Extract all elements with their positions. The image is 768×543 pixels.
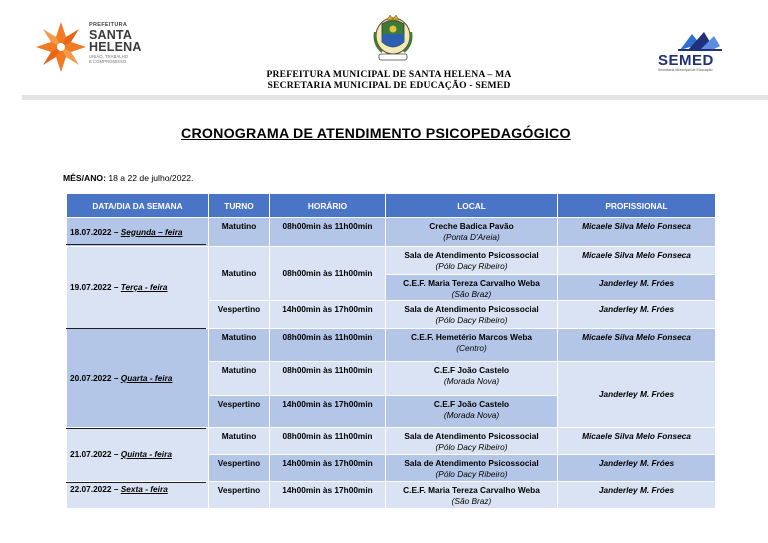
date-value: 21.07.2022 — [70, 449, 112, 460]
header-secretariat: SECRETARIA MUNICIPAL DE EDUCAÇÃO - SEMED — [267, 80, 511, 91]
turno-cell: Matutino — [209, 247, 270, 301]
brand-small-label: PREFEITURA — [89, 22, 128, 28]
turno-cell: Matutino — [209, 218, 270, 247]
date-separator: – — [111, 484, 121, 494]
brand-line1: SANTA — [89, 27, 133, 42]
star-emblem-icon — [34, 20, 88, 74]
local-area: (Pólo Dacy Ribeiro) — [435, 260, 508, 271]
horario-cell: 08h00min às 11h00min — [270, 218, 386, 247]
prefeitura-santa-helena-logo — [34, 20, 152, 74]
local-cell — [386, 362, 558, 396]
local-name: Sala de Atendimento Psicossocial — [404, 431, 539, 441]
date-separator: – — [111, 372, 121, 383]
profissional-cell: Janderley M. Fróes — [558, 482, 716, 509]
date-separator: – — [111, 449, 121, 460]
date-separator-line — [66, 328, 206, 329]
profissional-cell: Micaele Silva Melo Fonseca — [558, 218, 716, 247]
horario-cell: 14h00min às 17h00min — [270, 455, 386, 482]
period-label: MÊS/ANO: — [63, 173, 106, 183]
turno-cell: Vespertino — [209, 455, 270, 482]
book-icon — [674, 30, 724, 52]
local-area: (Pólo Dacy Ribeiro) — [435, 468, 508, 479]
horario-cell: 08h00min às 11h00min — [270, 428, 386, 455]
local-name: Creche Badica Pavão — [429, 221, 514, 231]
weekday: Segunda – feira — [120, 226, 183, 237]
local-cell — [386, 218, 558, 247]
period-value: 18 a 22 de julho/2022. — [108, 173, 194, 183]
date-cell — [67, 428, 209, 482]
date-cell — [67, 218, 209, 247]
table-header-row — [67, 194, 716, 218]
brand-tagline1: UNIÃO, TRABALHO — [89, 53, 129, 59]
profissional-cell: Janderley M. Fróes — [558, 301, 716, 329]
date-cell — [67, 247, 209, 329]
semed-subtitle: Secretaria Municipal de Educação — [658, 68, 713, 72]
horario-cell: 08h00min às 11h00min — [270, 247, 386, 301]
local-name: Sala de Atendimento Psicossocial — [404, 304, 539, 314]
date-value: 19.07.2022 — [70, 282, 112, 293]
horario-cell: 14h00min às 17h00min — [270, 301, 386, 329]
date-separator: – — [111, 226, 121, 237]
profissional-cell: Janderley M. Fróes — [558, 275, 716, 301]
local-name: Sala de Atendimento Psicossocial — [404, 250, 539, 260]
weekday: Quarta - feira — [120, 372, 173, 383]
col-header-profissional: PROFISSIONAL — [558, 194, 716, 218]
table-row — [67, 482, 716, 509]
table-row — [67, 247, 716, 275]
local-area: (Ponta D'Areia) — [443, 231, 500, 242]
turno-cell: Vespertino — [209, 396, 270, 428]
date-separator-line — [66, 482, 206, 483]
weekday: Quinta - feira — [120, 449, 172, 460]
profissional-cell: Micaele Silva Melo Fonseca — [558, 329, 716, 362]
document-title: CRONOGRAMA DE ATENDIMENTO PSICOPEDAGÓGICO — [181, 126, 571, 142]
profissional-cell: Janderley M. Fróes — [558, 455, 716, 482]
local-cell — [386, 329, 558, 362]
local-name: C.E.F João Castelo — [433, 365, 510, 375]
local-name: C.E.F. Hemetério Marcos Weba — [410, 332, 533, 342]
date-separator-line — [66, 244, 206, 245]
brand-tagline2: E COMPROMISSO — [89, 59, 127, 65]
table-row — [67, 218, 716, 247]
coat-of-arms-icon — [370, 14, 416, 64]
turno-cell: Matutino — [209, 428, 270, 455]
semed-name: SEMED — [658, 52, 714, 69]
local-name: Sala de Atendimento Psicossocial — [404, 458, 539, 468]
local-cell — [386, 247, 558, 275]
local-cell — [386, 482, 558, 509]
local-area: (Centro) — [456, 342, 487, 353]
local-name: C.E.F. Maria Tereza Carvalho Weba — [403, 278, 540, 288]
horario-cell: 14h00min às 17h00min — [270, 396, 386, 428]
date-value: 20.07.2022 — [70, 372, 112, 383]
table-row — [67, 428, 716, 455]
prefeitura-brand-text — [89, 23, 142, 65]
local-cell — [386, 396, 558, 428]
brand-line2: HELENA — [89, 40, 142, 54]
turno-cell: Matutino — [209, 329, 270, 362]
date-separator: – — [111, 282, 121, 293]
table-row — [67, 329, 716, 362]
turno-cell: Vespertino — [209, 482, 270, 509]
profissional-cell: Micaele Silva Melo Fonseca — [558, 247, 716, 275]
col-header-turno: TURNO — [209, 194, 270, 218]
horario-cell: 08h00min às 11h00min — [270, 362, 386, 396]
semed-logo — [656, 30, 738, 74]
schedule-table — [66, 193, 716, 509]
profissional-cell: Janderley M. Fróes — [558, 362, 716, 428]
header-municipality: PREFEITURA MUNICIPAL DE SANTA HELENA – MA — [266, 69, 512, 80]
col-header-date: DATA/DIA DA SEMANA — [67, 194, 209, 218]
local-cell — [386, 301, 558, 329]
local-area: (Pólo Dacy Ribeiro) — [435, 441, 508, 452]
date-cell — [67, 329, 209, 428]
local-area: (Morada Nova) — [443, 409, 500, 420]
date-separator-line — [66, 428, 206, 429]
local-area: (Morada Nova) — [443, 375, 500, 386]
turno-cell: Vespertino — [209, 301, 270, 329]
local-area: (Pólo Dacy Ribeiro) — [435, 314, 508, 325]
date-value: 22.07.2022 — [70, 484, 112, 494]
local-name: C.E.F. Maria Tereza Carvalho Weba — [403, 485, 540, 495]
local-area: (São Braz) — [451, 288, 492, 299]
local-name: C.E.F João Castelo — [433, 399, 510, 409]
weekday: Sexta - feira — [120, 484, 168, 494]
header-divider — [22, 95, 768, 100]
date-cell — [67, 482, 209, 509]
col-header-local: LOCAL — [386, 194, 558, 218]
date-value: 18.07.2022 — [70, 226, 112, 237]
local-area: (São Braz) — [451, 495, 492, 506]
local-cell — [386, 275, 558, 301]
horario-cell: 14h00min às 17h00min — [270, 482, 386, 509]
horario-cell: 08h00min às 11h00min — [270, 329, 386, 362]
period-line — [63, 173, 193, 183]
turno-cell: Matutino — [209, 362, 270, 396]
local-cell — [386, 455, 558, 482]
local-cell — [386, 428, 558, 455]
profissional-cell: Micaele Silva Melo Fonseca — [558, 428, 716, 455]
weekday: Terça - feira — [120, 282, 168, 293]
col-header-horario: HORÁRIO — [270, 194, 386, 218]
